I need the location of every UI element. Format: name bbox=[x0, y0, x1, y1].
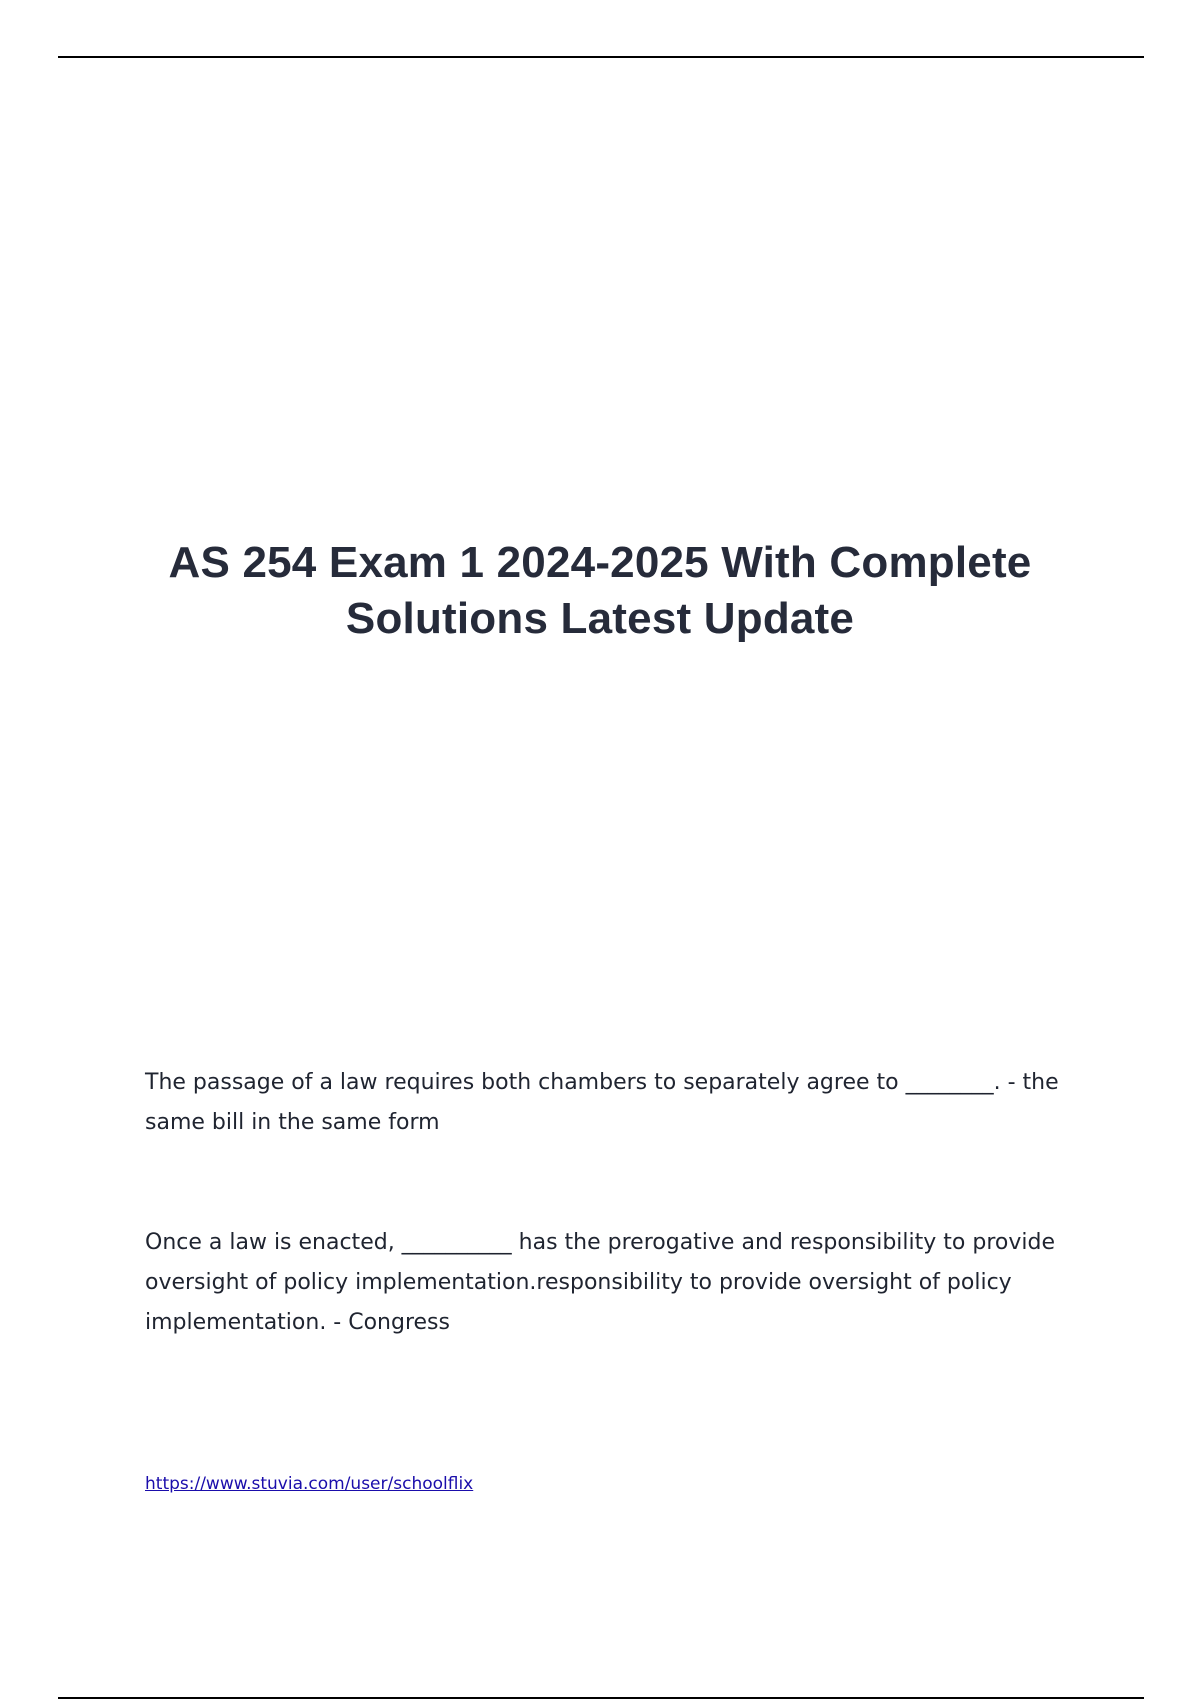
title-line-1: AS 254 Exam 1 2024-2025 With Complete bbox=[168, 538, 1032, 587]
document-title bbox=[100, 535, 1100, 647]
bottom-rule bbox=[58, 1697, 1144, 1699]
question-answer-1: The passage of a law requires both chambers to separately agree to ________. - the same bill in the same form bbox=[145, 1070, 1059, 1135]
top-rule bbox=[58, 56, 1144, 58]
question-answer-2: Once a law is enacted, __________ has the prerogative and responsibility to provide oversight of policy implementation.responsibility to provide oversight of policy implementation. - Congress bbox=[145, 1230, 1055, 1335]
source-link[interactable]: https://www.stuvia.com/user/schoolflix bbox=[145, 1474, 474, 1494]
title-line-2: Solutions Latest Update bbox=[345, 594, 855, 643]
